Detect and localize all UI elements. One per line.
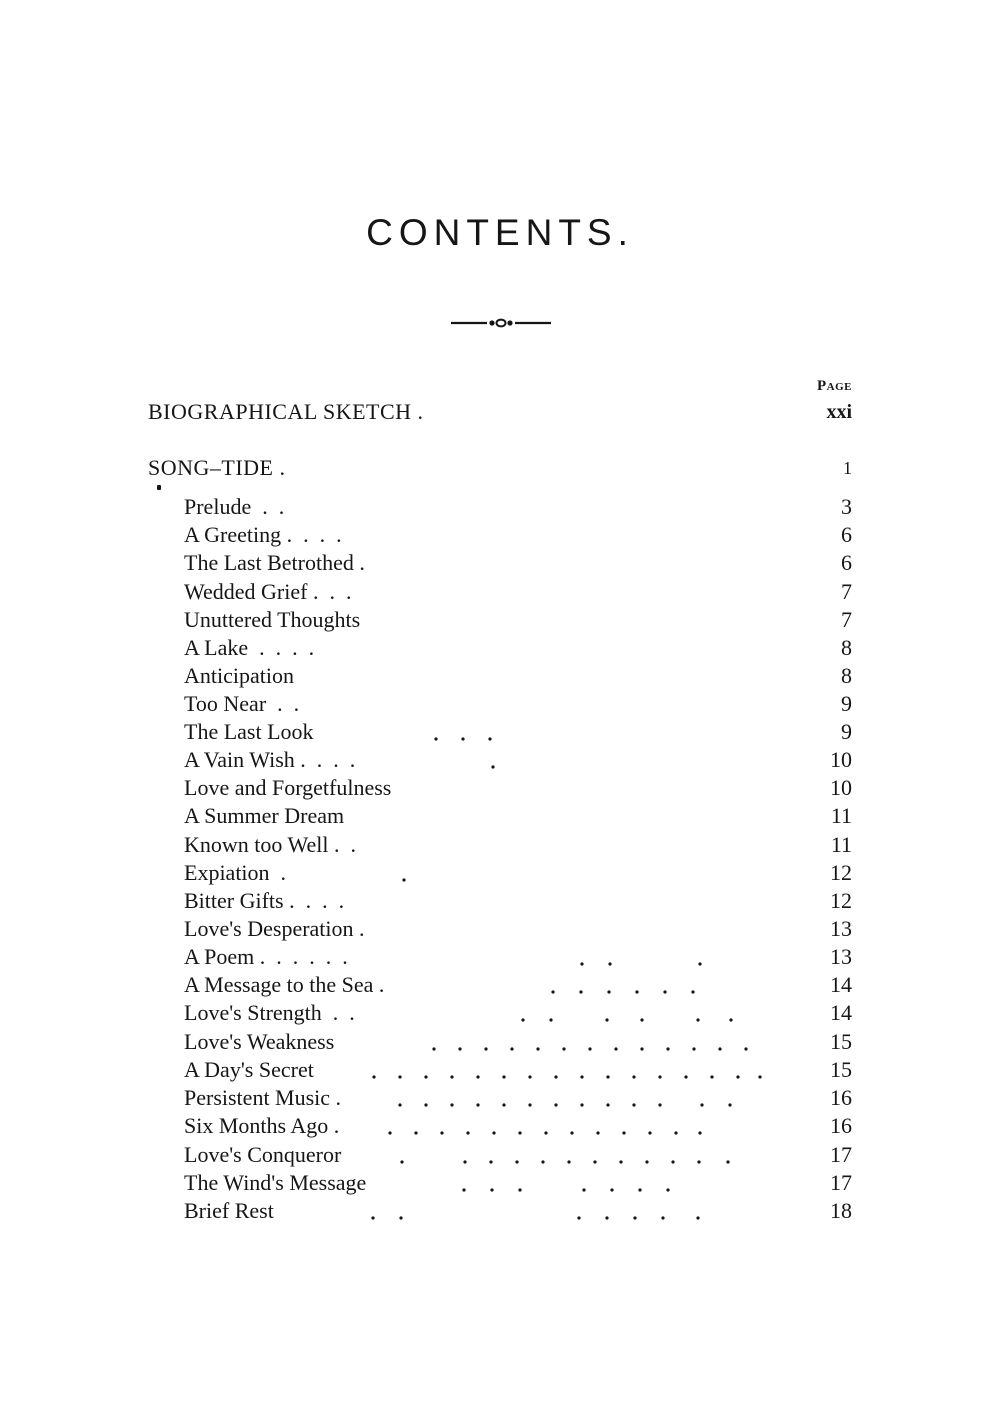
toc-entry-row <box>0 1028 1000 1056</box>
toc-entry-row <box>0 831 1000 859</box>
entry-title: Bitter Gifts . . . . <box>184 888 345 913</box>
toc-entry-row <box>0 859 1000 887</box>
entry-title: Prelude . . <box>184 494 285 519</box>
toc-entry-row <box>0 802 1000 830</box>
page-column-header: Page <box>817 378 852 394</box>
entry-page-number: 6 <box>841 550 852 575</box>
entry-page-number: 14 <box>830 1000 852 1025</box>
toc-entry-row <box>0 999 1000 1027</box>
leader-dots <box>480 746 510 774</box>
entry-title: Too Near . . <box>184 691 300 716</box>
entry-title: Wedded Grief . . . <box>184 579 352 604</box>
entry-title: Love's Desperation . <box>184 916 365 941</box>
entry-title: The Last Look <box>184 719 314 744</box>
leader-dots <box>360 1056 770 1084</box>
leader-dots <box>505 999 745 1027</box>
toc-entry-row <box>0 521 1000 549</box>
entry-page-number: 3 <box>841 494 852 519</box>
entry-page-number: 15 <box>830 1057 852 1082</box>
section-page-number: 1 <box>843 458 852 478</box>
toc-entry-row <box>0 1169 1000 1197</box>
entry-page-number: 11 <box>830 832 852 857</box>
leader-dots <box>420 1028 770 1056</box>
toc-entry-row <box>0 1141 1000 1169</box>
section-page-number: xxi <box>826 401 852 423</box>
section-title: BIOGRAPHICAL SKETCH . <box>148 399 424 424</box>
entry-page-number: 12 <box>830 860 852 885</box>
entry-page-number: 10 <box>830 775 852 800</box>
leader-dots <box>560 943 720 971</box>
toc-entry-row <box>0 971 1000 999</box>
entry-title: A Day's Secret <box>184 1057 314 1082</box>
leader-dots <box>530 971 720 999</box>
entry-title: Expiation . <box>184 860 287 885</box>
entry-page-number: 13 <box>830 916 852 941</box>
entry-title: The Last Betrothed . <box>184 550 365 575</box>
entry-page-number: 9 <box>841 691 852 716</box>
section-title: SONG–TIDE . <box>148 455 286 480</box>
leader-dots <box>385 1084 745 1112</box>
toc-entry-row <box>0 1197 1000 1225</box>
leader-dots <box>430 718 510 746</box>
entry-title: Anticipation <box>184 663 294 688</box>
toc-entry-row <box>0 718 1000 746</box>
entry-title: A Vain Wish . . . . <box>184 747 356 772</box>
toc-entry-row <box>0 746 1000 774</box>
entry-title: Persistent Music . <box>184 1085 342 1110</box>
entry-title: Known too Well . . <box>184 832 356 857</box>
entry-page-number: 17 <box>830 1142 852 1167</box>
toc-entry-row <box>0 606 1000 634</box>
toc-entry-row <box>0 1112 1000 1140</box>
entry-title: Love's Conqueror <box>184 1142 342 1167</box>
entry-page-number: 7 <box>841 579 852 604</box>
toc-entry-row <box>0 549 1000 577</box>
entry-page-number: 9 <box>841 719 852 744</box>
toc-entry-row <box>0 887 1000 915</box>
toc-entry-row <box>0 1084 1000 1112</box>
toc-entry-row <box>0 662 1000 690</box>
entry-title: A Message to the Sea . <box>184 972 385 997</box>
entry-page-number: 8 <box>841 635 852 660</box>
entry-page-number: 7 <box>841 607 852 632</box>
entry-page-number: 13 <box>830 944 852 969</box>
entry-page-number: 12 <box>830 888 852 913</box>
entry-page-number: 6 <box>841 522 852 547</box>
leader-dots <box>450 1169 690 1197</box>
entry-title: The Wind's Message <box>184 1170 367 1195</box>
entry-title: Six Months Ago . <box>184 1113 340 1138</box>
entry-title: Unuttered Thoughts <box>184 607 361 632</box>
toc-entry-row <box>0 915 1000 943</box>
entry-title: Love and Forgetfulness <box>184 775 392 800</box>
ornament-divider-icon <box>449 314 553 332</box>
leader-dots <box>360 1197 715 1225</box>
entry-title: Love's Weakness <box>184 1029 335 1054</box>
entry-title: A Summer Dream <box>184 803 345 828</box>
entry-page-number: 16 <box>830 1085 852 1110</box>
toc-entry-row <box>0 943 1000 971</box>
leader-dots <box>370 1112 715 1140</box>
entry-page-number: 8 <box>841 663 852 688</box>
toc-entry-row <box>0 493 1000 521</box>
entry-page-number: 15 <box>830 1029 852 1054</box>
entry-page-number: 18 <box>830 1198 852 1223</box>
toc-section-row <box>0 398 1000 426</box>
entry-title: A Poem . . . . . . <box>184 944 348 969</box>
entry-page-number: 10 <box>830 747 852 772</box>
toc-entry-row <box>0 578 1000 606</box>
entry-title: A Greeting . . . . <box>184 522 342 547</box>
page-title: CONTENTS. <box>366 212 634 253</box>
toc-entry-row <box>0 634 1000 662</box>
toc-section-row <box>0 454 1000 482</box>
entry-title: Brief Rest <box>184 1198 274 1223</box>
entry-title: A Lake . . . . <box>184 635 315 660</box>
toc-entry-row <box>0 774 1000 802</box>
entry-page-number: 17 <box>830 1170 852 1195</box>
entry-title: Love's Strength . . <box>184 1000 355 1025</box>
bullet-mark-icon <box>157 485 161 490</box>
leader-dots <box>390 859 420 887</box>
leader-dots <box>390 1141 745 1169</box>
entry-page-number: 14 <box>830 972 852 997</box>
toc-entry-row <box>0 690 1000 718</box>
entry-page-number: 16 <box>830 1113 852 1138</box>
entry-page-number: 11 <box>830 803 852 828</box>
toc-entry-row <box>0 1056 1000 1084</box>
